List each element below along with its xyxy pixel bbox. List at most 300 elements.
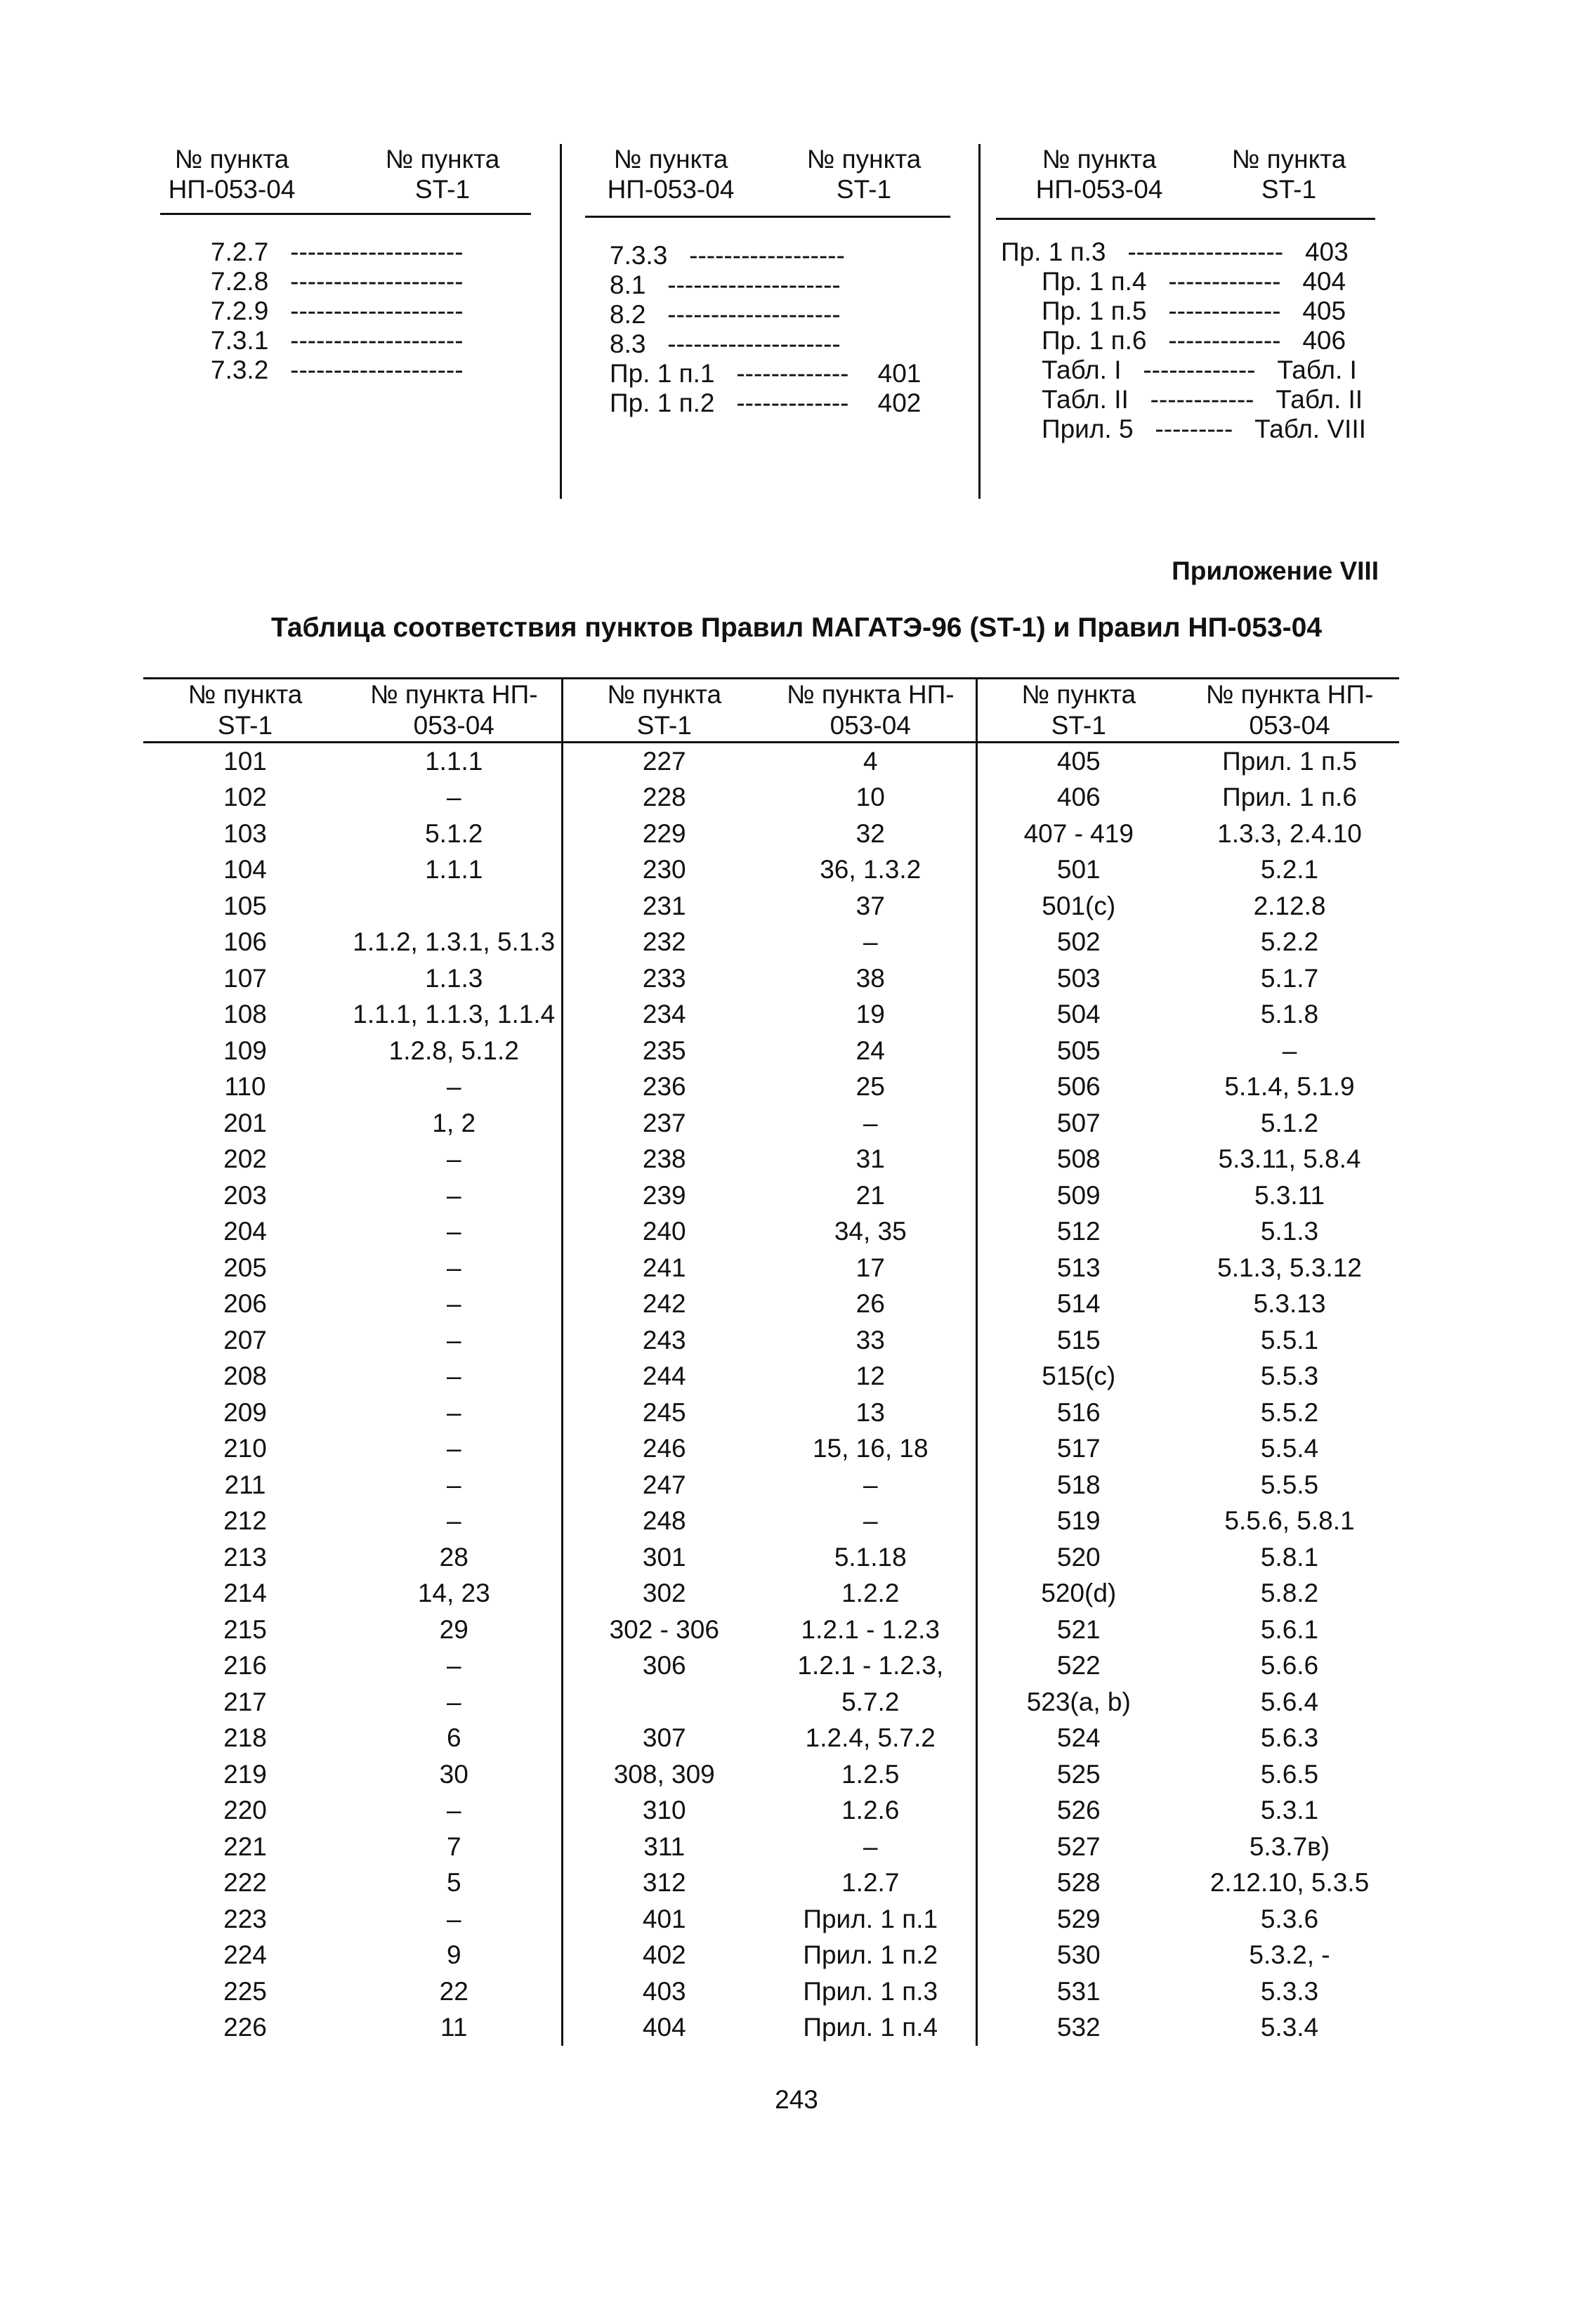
table-cell: 28 xyxy=(439,1542,468,1572)
header-cell xyxy=(347,679,562,743)
top-col1-header-left xyxy=(162,144,302,204)
table-cell: 528 xyxy=(976,1865,1180,1902)
table-cell: – xyxy=(446,1796,461,1825)
table-cell: 526 xyxy=(976,1793,1180,1829)
dash-leader: ------------------ xyxy=(1127,237,1284,266)
header-line: ST-1 xyxy=(636,711,692,740)
table-cell: 30 xyxy=(439,1759,468,1789)
item-left: 7.2.9 xyxy=(211,296,269,325)
item-left: Пр. 1 п.5 xyxy=(1042,296,1147,325)
table-cell: 307 xyxy=(562,1721,766,1757)
table-row xyxy=(143,1793,1399,1829)
list-item xyxy=(1001,411,1366,447)
header-text: № пункта xyxy=(1231,145,1346,174)
table-cell: 5.3.7в) xyxy=(1249,1832,1330,1861)
header-line: № пункта НП- xyxy=(369,680,538,709)
table-row xyxy=(143,1576,1399,1612)
table-cell: 1.2.1 - 1.2.3, xyxy=(797,1651,944,1680)
table-cell: – xyxy=(446,1904,461,1933)
table-cell: 512 xyxy=(976,1214,1180,1251)
header-text: № пункта xyxy=(174,145,289,174)
table-cell: 204 xyxy=(223,1217,267,1246)
table-cell: – xyxy=(446,1180,461,1210)
table-cell: 36, 1.3.2 xyxy=(820,855,922,884)
dash-leader: -------------------- xyxy=(290,326,464,355)
table-cell: 501(c) xyxy=(976,888,1180,925)
dash-leader: -------------------- xyxy=(290,355,464,384)
table-cell: Прил. 1 п.2 xyxy=(803,1940,938,1970)
table-cell: 14, 23 xyxy=(417,1579,490,1608)
top-col3-rows xyxy=(1001,234,1366,447)
table-cell: 517 xyxy=(976,1431,1180,1468)
table-cell: 221 xyxy=(223,1832,267,1861)
table-cell: 104 xyxy=(223,855,267,884)
table-cell: 33 xyxy=(855,1325,885,1354)
header-text: НП-053-04 xyxy=(607,175,735,204)
table-cell: 5.6.1 xyxy=(1260,1614,1319,1644)
table-cell: 515 xyxy=(976,1322,1180,1359)
table-cell: 223 xyxy=(223,1904,267,1933)
table-cell: 5.5.1 xyxy=(1260,1325,1319,1354)
table-cell: 236 xyxy=(562,1069,766,1106)
header-cell xyxy=(143,679,347,743)
table-cell: 5.3.11, 5.8.4 xyxy=(1218,1144,1361,1174)
table-cell: 520 xyxy=(976,1539,1180,1576)
table-cell: 308, 309 xyxy=(562,1756,766,1793)
table-cell: 1, 2 xyxy=(432,1108,476,1137)
table-cell: 5.2.1 xyxy=(1260,855,1319,884)
table-cell: 5.6.3 xyxy=(1260,1723,1319,1753)
table-cell: 216 xyxy=(223,1651,267,1680)
table-cell: – xyxy=(446,1434,461,1463)
table-cell: 248 xyxy=(562,1503,766,1540)
table-cell: 226 xyxy=(223,2013,267,2042)
table-cell: 12 xyxy=(855,1362,885,1391)
dash-leader: -------------------- xyxy=(667,270,841,299)
table-cell: 5.8.2 xyxy=(1260,1579,1319,1608)
header-text: НП-053-04 xyxy=(1035,175,1163,204)
item-right: Табл. I xyxy=(1277,355,1357,384)
table-row xyxy=(143,743,1399,780)
table-cell: 5.8.1 xyxy=(1260,1542,1319,1572)
table-cell: 108 xyxy=(223,1000,267,1029)
dash-leader: -------------------- xyxy=(667,329,841,358)
header-cell xyxy=(562,679,766,743)
item-right: 405 xyxy=(1302,296,1346,325)
item-right: Табл. II xyxy=(1276,385,1363,414)
item-left: 8.2 xyxy=(610,300,646,329)
table-cell: – xyxy=(446,1470,461,1499)
dash-leader: -------------------- xyxy=(290,267,464,296)
table-cell: 518 xyxy=(976,1467,1180,1503)
table-cell: 302 - 306 xyxy=(562,1612,766,1648)
table-cell: 224 xyxy=(223,1940,267,1970)
table-cell: 1.1.2, 1.3.1, 5.1.3 xyxy=(353,927,556,957)
dash-leader: -------------------- xyxy=(290,237,464,266)
table-row xyxy=(143,1865,1399,1902)
table-cell: 10 xyxy=(855,783,885,812)
header-line: 053-04 xyxy=(1249,711,1330,740)
table-cell: – xyxy=(446,1289,461,1319)
table-cell: 5.6.6 xyxy=(1260,1651,1319,1680)
top-col3-header-left xyxy=(1022,144,1176,204)
table-cell: 402 xyxy=(562,1938,766,1974)
table-cell: – xyxy=(446,1325,461,1354)
table-cell: 245 xyxy=(562,1395,766,1431)
table-row xyxy=(143,1467,1399,1503)
dash-leader: ------------ xyxy=(1150,385,1254,414)
table-row xyxy=(143,1250,1399,1286)
table-cell: 522 xyxy=(976,1648,1180,1685)
table-cell: 26 xyxy=(855,1289,885,1319)
table-cell: 403 xyxy=(562,1973,766,2010)
divider xyxy=(160,213,531,215)
item-left: Пр. 1 п.1 xyxy=(610,359,715,388)
header-line: № пункта xyxy=(188,680,303,709)
table-cell: 101 xyxy=(223,746,267,776)
table-body xyxy=(143,743,1399,2046)
table-cell: 203 xyxy=(223,1180,267,1210)
table-cell: 103 xyxy=(223,818,267,848)
table-cell: – xyxy=(446,1651,461,1680)
table-cell: 5.3.6 xyxy=(1260,1904,1319,1933)
table-cell: 521 xyxy=(976,1612,1180,1648)
table-row xyxy=(143,1431,1399,1468)
table-cell: 532 xyxy=(976,2010,1180,2046)
table-cell: 5.1.4, 5.1.9 xyxy=(1224,1072,1355,1102)
list-item xyxy=(211,352,464,388)
top-col2-header-left xyxy=(601,144,741,204)
table-cell: 201 xyxy=(223,1108,267,1137)
item-left: 7.3.2 xyxy=(211,355,269,384)
table-cell: Прил. 1 п.4 xyxy=(803,2013,938,2042)
table-row xyxy=(143,1973,1399,2010)
table-cell: 34, 35 xyxy=(834,1217,907,1246)
table-row xyxy=(143,780,1399,816)
table-row xyxy=(143,1033,1399,1069)
table-cell: 5.1.2 xyxy=(425,818,483,848)
table-cell: 17 xyxy=(855,1253,885,1282)
appendix-label: Приложение VIII xyxy=(1172,556,1379,585)
item-right: 402 xyxy=(877,389,922,417)
table-cell: 404 xyxy=(562,2010,766,2046)
table-cell: 215 xyxy=(223,1614,267,1644)
table-cell: 407 - 419 xyxy=(976,816,1180,852)
item-right: 404 xyxy=(1302,267,1346,296)
dash-leader: ------------- xyxy=(1168,267,1281,296)
table-cell: 301 xyxy=(562,1539,766,1576)
table-cell: 508 xyxy=(976,1142,1180,1178)
table-cell: 5 xyxy=(446,1868,461,1898)
dash-leader: ------------- xyxy=(1143,355,1256,384)
table-cell: 228 xyxy=(562,780,766,816)
header-line: № пункта xyxy=(1021,680,1136,709)
table-row xyxy=(143,997,1399,1033)
table-cell: 5.3.3 xyxy=(1260,1976,1319,2006)
table-cell: 1.1.1 xyxy=(425,746,483,776)
table-cell: 525 xyxy=(976,1756,1180,1793)
header-line: № пункта НП- xyxy=(786,680,955,709)
table-cell: 105 xyxy=(223,891,267,920)
table-cell: – xyxy=(863,1470,878,1499)
table-cell: – xyxy=(863,1832,878,1861)
table-cell: 38 xyxy=(855,963,885,993)
header-text: ST-1 xyxy=(836,175,892,204)
table-cell: 235 xyxy=(562,1033,766,1069)
table-row xyxy=(143,1721,1399,1757)
table-row xyxy=(143,960,1399,997)
table-cell: 230 xyxy=(562,852,766,889)
table-cell: 238 xyxy=(562,1142,766,1178)
table-cell: Прил. 1 п.5 xyxy=(1222,746,1357,776)
item-left: Пр. 1 п.2 xyxy=(610,389,715,417)
top-col1-rows xyxy=(211,234,464,388)
table-cell: 2.12.8 xyxy=(1253,891,1326,920)
table-cell: 520(d) xyxy=(976,1576,1180,1612)
table-cell: 5.1.2 xyxy=(1260,1108,1319,1137)
table-cell: 529 xyxy=(976,1901,1180,1938)
table-cell: 1.1.1 xyxy=(425,855,483,884)
column-separator xyxy=(560,144,562,499)
table-cell: 202 xyxy=(223,1144,267,1174)
table-cell: 218 xyxy=(223,1723,267,1753)
table-cell: 507 xyxy=(976,1105,1180,1142)
table-cell: 514 xyxy=(976,1286,1180,1323)
table-cell: 11 xyxy=(440,2013,468,2042)
item-left: Табл. I xyxy=(1042,355,1122,384)
table-cell: 519 xyxy=(976,1503,1180,1540)
table-cell: 5.5.4 xyxy=(1260,1434,1319,1463)
table-row xyxy=(143,1214,1399,1251)
table-cell: 1.2.6 xyxy=(841,1796,900,1825)
table-cell: 212 xyxy=(223,1506,267,1536)
table-cell: 244 xyxy=(562,1359,766,1395)
table-cell: 239 xyxy=(562,1177,766,1214)
table-cell: 1.2.1 - 1.2.3 xyxy=(801,1614,940,1644)
table-cell: 234 xyxy=(562,997,766,1033)
table-cell: – xyxy=(446,1144,461,1174)
table-cell: 29 xyxy=(439,1614,468,1644)
top-col2-rows xyxy=(610,237,921,421)
correspondence-table xyxy=(143,677,1399,2046)
table-cell: 524 xyxy=(976,1721,1180,1757)
header-line: ST-1 xyxy=(1051,711,1106,740)
table-cell: 515(c) xyxy=(976,1359,1180,1395)
table-cell xyxy=(562,1684,766,1721)
header-text: № пункта xyxy=(1042,145,1157,174)
dash-leader: ------------------ xyxy=(689,241,845,270)
table-cell: 31 xyxy=(855,1144,885,1174)
table-cell: – xyxy=(863,1108,878,1137)
table-cell: – xyxy=(446,1506,461,1536)
table-row xyxy=(143,925,1399,961)
table-cell: 246 xyxy=(562,1431,766,1468)
table-cell xyxy=(347,888,562,925)
table-cell: 5.3.2, - xyxy=(1249,1940,1330,1970)
header-line: ST-1 xyxy=(217,711,273,740)
item-left: 8.1 xyxy=(610,270,646,299)
table-cell: 5.5.5 xyxy=(1260,1470,1319,1499)
table-cell: 241 xyxy=(562,1250,766,1286)
table-cell: 2.12.10, 5.3.5 xyxy=(1210,1868,1370,1898)
table-row xyxy=(143,1286,1399,1323)
table-cell: 5.3.4 xyxy=(1260,2013,1319,2042)
item-left: Пр. 1 п.6 xyxy=(1042,326,1147,355)
table-cell: 531 xyxy=(976,1973,1180,2010)
table-cell: 229 xyxy=(562,816,766,852)
list-item xyxy=(610,385,921,421)
header-text: ST-1 xyxy=(1261,175,1317,204)
table-cell: 401 xyxy=(562,1901,766,1938)
table-cell: 9 xyxy=(446,1940,461,1970)
table-cell: 13 xyxy=(855,1397,885,1427)
dash-leader: ------------- xyxy=(736,389,849,417)
table-cell: 1.2.8, 5.1.2 xyxy=(388,1036,519,1065)
table-cell: 503 xyxy=(976,960,1180,997)
table-cell: 5.3.13 xyxy=(1253,1289,1326,1319)
item-left: 7.2.7 xyxy=(211,237,269,266)
table-cell: 516 xyxy=(976,1395,1180,1431)
table-cell: 406 xyxy=(976,780,1180,816)
table-cell: 5.3.11 xyxy=(1254,1180,1325,1210)
table-title: Таблица соответствия пунктов Правил МАГАТЭ-96 (ST-1) и Правил НП-053-04 xyxy=(270,613,1323,643)
table-cell: – xyxy=(446,1687,461,1716)
header-cell xyxy=(766,679,976,743)
item-right: 403 xyxy=(1304,237,1349,266)
table-row xyxy=(143,1901,1399,1938)
table-cell: 102 xyxy=(223,783,267,812)
table-cell: 505 xyxy=(976,1033,1180,1069)
header-line: 053-04 xyxy=(830,711,911,740)
table-row xyxy=(143,1648,1399,1685)
table-cell: 7 xyxy=(446,1832,461,1861)
table-cell: 107 xyxy=(223,963,267,993)
header-text: № пункта xyxy=(613,145,728,174)
table-cell: – xyxy=(1282,1036,1297,1065)
table-cell: 5.5.6, 5.8.1 xyxy=(1224,1506,1355,1536)
table-row xyxy=(143,1395,1399,1431)
table-row xyxy=(143,1503,1399,1540)
table-cell: – xyxy=(863,927,878,957)
table-cell: 1.2.4, 5.7.2 xyxy=(805,1723,936,1753)
table-row xyxy=(143,1177,1399,1214)
header-text: № пункта xyxy=(385,145,500,174)
table-cell: – xyxy=(446,1362,461,1391)
table-cell: 312 xyxy=(562,1865,766,1902)
item-left: Прил. 5 xyxy=(1042,414,1134,443)
table-row xyxy=(143,1938,1399,1974)
table-row xyxy=(143,888,1399,925)
header-text: ST-1 xyxy=(414,175,471,204)
header-line: № пункта xyxy=(607,680,722,709)
table-cell: 210 xyxy=(223,1434,267,1463)
top-col3-header-right xyxy=(1219,144,1359,204)
table-cell: 205 xyxy=(223,1253,267,1282)
table-cell: 5.1.7 xyxy=(1260,963,1319,993)
table-cell: 211 xyxy=(224,1470,266,1499)
table-cell: 4 xyxy=(863,746,878,776)
item-right: Табл. VIII xyxy=(1254,414,1366,443)
table-cell: 506 xyxy=(976,1069,1180,1106)
table-cell: 5.3.1 xyxy=(1260,1796,1319,1825)
table-cell: Прил. 1 п.3 xyxy=(803,1976,938,2006)
item-right: 406 xyxy=(1302,326,1346,355)
table-cell: 240 xyxy=(562,1214,766,1251)
item-left: 7.3.1 xyxy=(211,326,269,355)
dash-leader: ------------- xyxy=(1168,296,1281,325)
table-cell: 15, 16, 18 xyxy=(812,1434,929,1463)
table-cell: – xyxy=(446,1217,461,1246)
table-cell: 242 xyxy=(562,1286,766,1323)
table-row xyxy=(143,1756,1399,1793)
dash-leader: -------------------- xyxy=(667,300,841,329)
table-row xyxy=(143,1684,1399,1721)
table-cell: 5.6.4 xyxy=(1260,1687,1319,1716)
dash-leader: --------- xyxy=(1155,414,1233,443)
table-cell: 237 xyxy=(562,1105,766,1142)
page-number: 243 xyxy=(775,2085,818,2114)
table-cell: Прил. 1 п.6 xyxy=(1222,783,1357,812)
table-row xyxy=(143,1829,1399,1865)
table-cell: 217 xyxy=(223,1687,267,1716)
table-cell: – xyxy=(863,1506,878,1536)
table-cell: 22 xyxy=(439,1976,468,2006)
top-col1-header-right xyxy=(372,144,513,204)
table-header-row xyxy=(143,679,1399,743)
table-cell: – xyxy=(446,783,461,812)
table-cell: 1.1.3 xyxy=(425,963,483,993)
table-cell: 509 xyxy=(976,1177,1180,1214)
table-cell: 310 xyxy=(562,1793,766,1829)
table-cell: 5.2.2 xyxy=(1260,927,1319,957)
table-cell: 5.1.3 xyxy=(1260,1217,1319,1246)
table-cell: 110 xyxy=(224,1072,266,1102)
table-cell: 527 xyxy=(976,1829,1180,1865)
item-left: 7.2.8 xyxy=(211,267,269,296)
table-cell: 501 xyxy=(976,852,1180,889)
table-row xyxy=(143,816,1399,852)
table-cell: 1.2.2 xyxy=(841,1579,900,1608)
dash-leader: ------------- xyxy=(736,359,849,388)
table-cell: 209 xyxy=(223,1397,267,1427)
table-cell: – xyxy=(446,1253,461,1282)
dash-leader: -------------------- xyxy=(290,296,464,325)
table-cell: 1.2.5 xyxy=(841,1759,900,1789)
table-cell: 5.6.5 xyxy=(1260,1759,1319,1789)
table-cell: 208 xyxy=(223,1362,267,1391)
table-cell: 1.3.3, 2.4.10 xyxy=(1217,818,1362,848)
table-cell: 5.1.3, 5.3.12 xyxy=(1217,1253,1362,1282)
table-cell: 513 xyxy=(976,1250,1180,1286)
table-cell: 220 xyxy=(223,1796,267,1825)
table-cell: 24 xyxy=(855,1036,885,1065)
table-row xyxy=(143,1322,1399,1359)
table-cell: – xyxy=(446,1397,461,1427)
table-cell: 1.1.1, 1.1.3, 1.1.4 xyxy=(353,1000,556,1029)
divider xyxy=(996,218,1375,220)
table-cell: 227 xyxy=(562,743,766,780)
column-separator xyxy=(978,144,981,499)
table-cell: – xyxy=(446,1072,461,1102)
header-cell xyxy=(1180,679,1399,743)
table-cell: 106 xyxy=(223,927,267,957)
table-cell: 231 xyxy=(562,888,766,925)
table-row xyxy=(143,1539,1399,1576)
table-row xyxy=(143,1069,1399,1106)
item-left: 7.3.3 xyxy=(610,241,668,270)
item-left: Пр. 1 п.4 xyxy=(1042,267,1147,296)
table-cell: 5.1.18 xyxy=(834,1542,907,1572)
